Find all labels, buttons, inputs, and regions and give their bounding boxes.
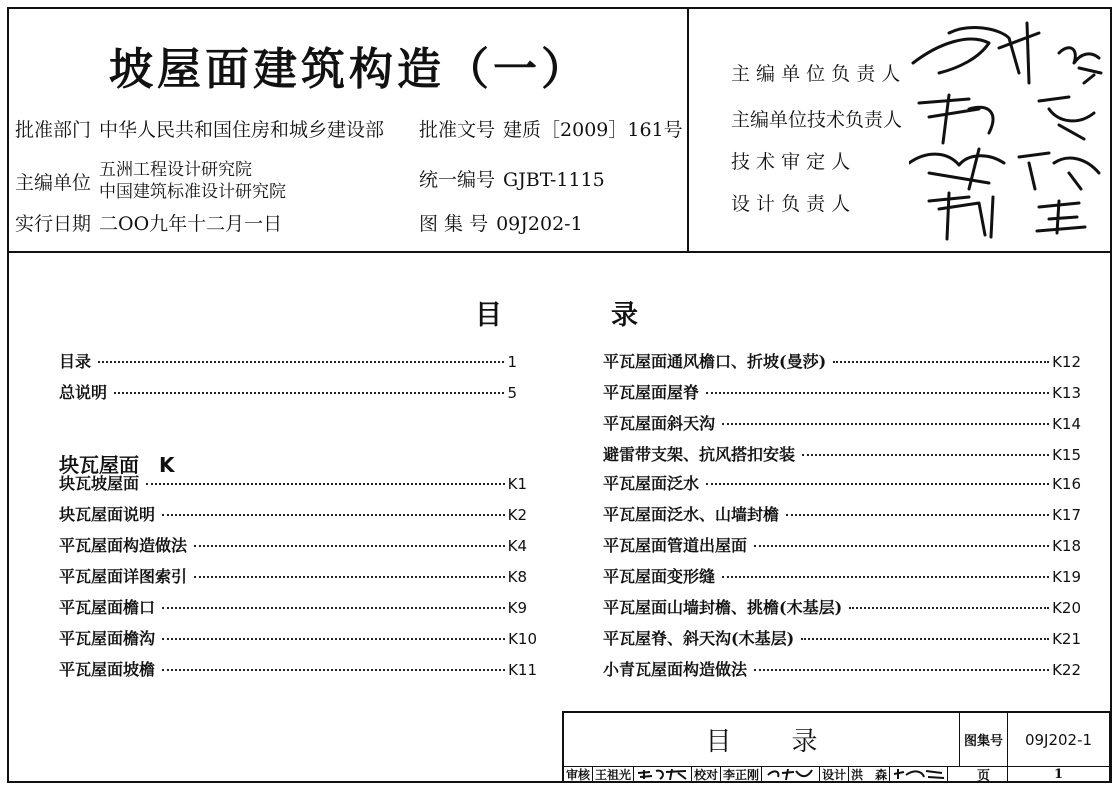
toc-item-page: K20	[1052, 599, 1081, 617]
effective-date-label: 实行日期	[15, 213, 92, 235]
toc-item-title: 块瓦屋面说明	[59, 505, 156, 524]
signoff-row	[564, 767, 948, 783]
review-name: 王祖光	[593, 767, 634, 783]
resp-chief-tech: 主编单位技术负责人	[731, 109, 903, 131]
toc-item-page: K18	[1052, 537, 1081, 555]
chief-unit-2: 中国建筑标准设计研究院	[99, 182, 287, 202]
leader-dots	[802, 454, 1049, 456]
toc-item-title: 平瓦屋面通风檐口、折坡(曼莎)	[603, 352, 827, 371]
toc-item-page: K11	[508, 661, 537, 679]
toc-item-title: 平瓦屋脊、斜天沟(木基层)	[603, 629, 795, 648]
unified-no-value: GJBT-1115	[503, 169, 605, 191]
approval-doc-value: 建质［2009］161号	[503, 119, 683, 141]
header-info	[9, 9, 689, 251]
leader-dots	[98, 361, 504, 363]
toc-item-page: K12	[1052, 353, 1081, 371]
toc-item-page: K15	[1052, 446, 1081, 464]
sheet-name: 目录	[705, 727, 878, 757]
toc-item-page: K9	[507, 599, 527, 617]
design-signature	[890, 767, 948, 783]
review-label: 审核	[564, 767, 593, 783]
leader-dots	[754, 669, 1049, 671]
effective-date	[15, 209, 282, 236]
toc-item-page: K16	[1052, 475, 1081, 493]
toc-item[interactable]	[603, 442, 1081, 466]
approval-dept-label: 批准部门	[15, 119, 92, 141]
leader-dots	[162, 638, 505, 640]
leader-dots	[706, 392, 1049, 394]
leader-dots	[194, 545, 505, 547]
toc-item[interactable]	[603, 471, 1081, 495]
approval-doc-label: 批准文号	[419, 119, 496, 141]
toc-item-title: 避雷带支架、抗风搭扣安装	[603, 445, 796, 464]
signature-graphic	[892, 767, 946, 781]
approval-dept-value: 中华人民共和国住房和城乡建设部	[99, 119, 385, 141]
toc-item-title: 目录	[59, 352, 92, 371]
toc-item-page: 1	[507, 353, 517, 371]
chief-unit-values	[99, 159, 286, 203]
toc-item[interactable]	[603, 564, 1081, 588]
toc-item-title: 平瓦屋面斜天沟	[603, 414, 716, 433]
leader-dots	[833, 361, 1049, 363]
atlas-label: 图集号	[963, 734, 1003, 749]
leader-dots	[722, 423, 1049, 425]
page-label-cell	[960, 767, 1008, 783]
chief-unit-1: 五洲工程设计研究院	[99, 160, 253, 180]
approval-dept	[15, 115, 384, 142]
toc-item[interactable]	[59, 657, 537, 681]
signatures-graphic	[909, 13, 1107, 245]
toc-item[interactable]	[59, 471, 527, 495]
atlas-no-label: 图 集 号	[419, 213, 489, 235]
toc-item-page: 5	[507, 384, 517, 402]
toc-item-page: K14	[1052, 415, 1081, 433]
sheet-name-cell	[564, 713, 960, 767]
toc-item-page: K19	[1052, 568, 1081, 586]
toc-item-title: 平瓦屋面坡檐	[59, 660, 156, 679]
leader-dots	[162, 514, 505, 516]
atlas-no-value: 09J202-1	[496, 213, 583, 235]
resp-design: 设 计 负 责 人	[731, 193, 851, 215]
effective-date-value: 二OO九年十二月一日	[99, 213, 283, 235]
toc-title-1: 目	[475, 300, 502, 331]
chief-unit-label: 主编单位	[15, 171, 92, 194]
toc-item[interactable]	[59, 626, 537, 650]
toc-item-page: K17	[1052, 506, 1081, 524]
toc-item-title: 小青瓦屋面构造做法	[603, 660, 748, 679]
toc-item-title: 平瓦屋面檐口	[59, 598, 156, 617]
toc-item[interactable]	[603, 626, 1081, 650]
toc-item-page: K1	[507, 475, 527, 493]
page-value-cell	[1008, 767, 1110, 783]
toc-item[interactable]	[59, 502, 527, 526]
unified-no	[419, 165, 605, 192]
toc-item[interactable]	[603, 380, 1081, 404]
page-title: 坡屋面建筑构造（一）	[109, 44, 589, 95]
toc-item-title: 平瓦屋面详图索引	[59, 567, 188, 586]
toc-item-title: 平瓦屋面泛水、山墙封檐	[603, 505, 780, 524]
signature-graphic	[636, 767, 690, 781]
leader-dots	[114, 392, 504, 394]
leader-dots	[801, 638, 1049, 640]
toc-item-page: K13	[1052, 384, 1081, 402]
toc-title-2: 录	[611, 300, 638, 331]
unified-no-label: 统一编号	[419, 169, 496, 191]
toc-item[interactable]	[603, 533, 1081, 557]
toc-item-page: K8	[507, 568, 527, 586]
check-signature	[762, 767, 820, 783]
toc-item-page: K4	[507, 537, 527, 555]
toc-item-title: 总说明	[59, 383, 108, 402]
signature-graphic	[764, 767, 818, 781]
toc-item[interactable]	[59, 595, 527, 619]
leader-dots	[706, 483, 1049, 485]
leader-dots	[754, 545, 1049, 547]
atlas-label-cell	[960, 713, 1008, 767]
design-label: 设计	[820, 767, 849, 783]
review-signature	[634, 767, 692, 783]
toc-item[interactable]	[59, 533, 527, 557]
toc-item-title: 平瓦屋面构造做法	[59, 536, 188, 555]
leader-dots	[162, 669, 505, 671]
toc-item-title: 平瓦屋面变形缝	[603, 567, 716, 586]
leader-dots	[786, 514, 1049, 516]
atlas-value: 09J202-1	[1024, 730, 1093, 749]
toc-item-title: 平瓦屋面管道出屋面	[603, 536, 748, 555]
page-label: 页	[976, 769, 990, 784]
leader-dots	[194, 576, 505, 578]
toc-item[interactable]	[603, 657, 1081, 681]
toc-item-page: K21	[1052, 630, 1081, 648]
toc-item[interactable]	[603, 411, 1081, 435]
resp-chief-unit: 主 编 单 位 负 责 人	[731, 63, 901, 85]
leader-dots	[146, 483, 505, 485]
toc-item-title: 块瓦坡屋面	[59, 474, 140, 493]
check-name: 李正刚	[721, 767, 762, 783]
toc-item[interactable]	[59, 564, 527, 588]
leader-dots	[849, 607, 1049, 609]
toc-item-title: 平瓦屋面檐沟	[59, 629, 156, 648]
section-heading: 块瓦屋面 K	[59, 453, 175, 477]
toc-item-page: K10	[508, 630, 537, 648]
toc-item[interactable]	[59, 349, 517, 373]
title-block	[562, 711, 1110, 783]
approval-doc	[419, 115, 683, 142]
design-name: 洪 森	[849, 767, 890, 783]
header-block	[9, 9, 1110, 253]
check-label: 校对	[692, 767, 721, 783]
toc-item[interactable]	[603, 595, 1081, 619]
toc-item-title: 平瓦屋面山墙封檐、挑檐(木基层)	[603, 598, 843, 617]
drawing-frame	[7, 7, 1112, 783]
toc-item[interactable]	[603, 502, 1081, 526]
resp-tech-review: 技 术 审 定 人	[731, 151, 851, 173]
toc-item-title: 平瓦屋面泛水	[603, 474, 700, 493]
toc-item[interactable]	[603, 349, 1081, 373]
toc-item-page: K2	[507, 506, 527, 524]
toc-item-page: K22	[1052, 661, 1081, 679]
chief-unit	[15, 159, 286, 203]
page-value: 1	[1053, 767, 1064, 782]
responsible-block	[691, 9, 1110, 251]
atlas-no	[419, 209, 583, 236]
toc-item-title: 平瓦屋面屋脊	[603, 383, 700, 402]
toc-item[interactable]	[59, 380, 517, 404]
atlas-value-cell	[1008, 713, 1110, 767]
leader-dots	[722, 576, 1049, 578]
leader-dots	[162, 607, 505, 609]
